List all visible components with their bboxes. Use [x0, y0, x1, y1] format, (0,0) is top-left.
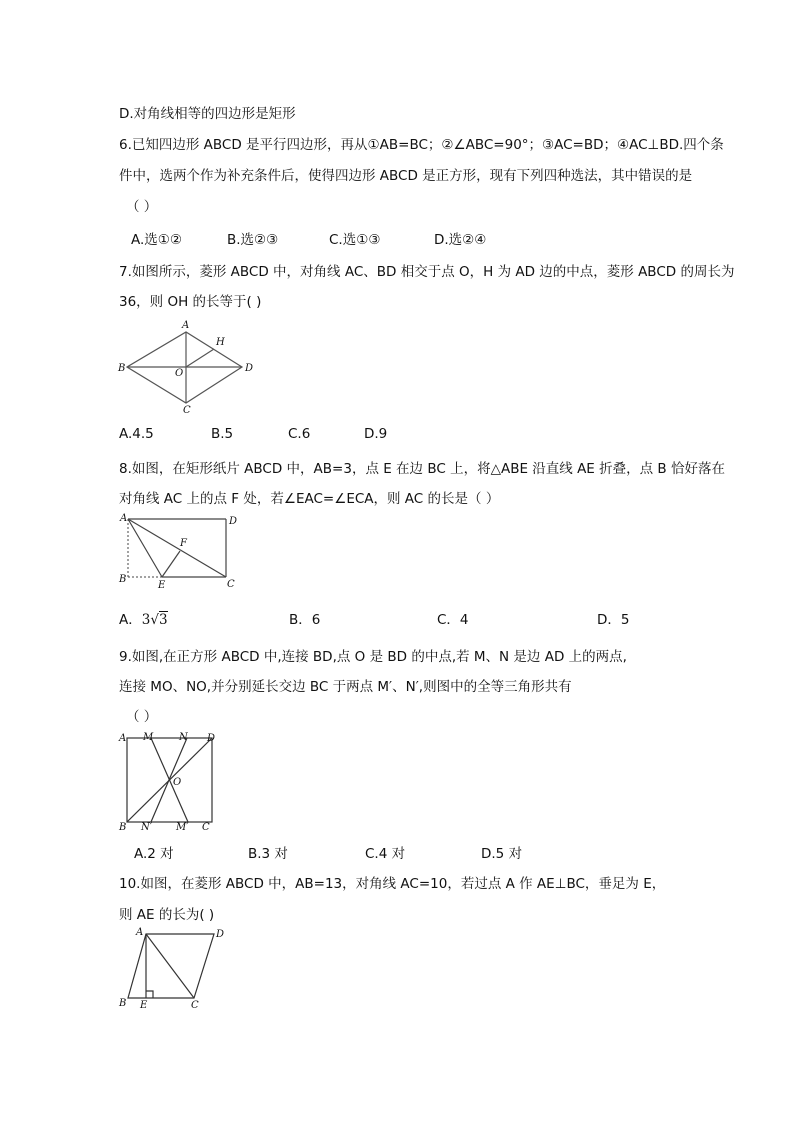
label-a: A — [182, 320, 190, 331]
label-b: B — [119, 822, 127, 833]
label-c: C — [227, 579, 235, 590]
q10-stem-line-2: 则 AE 的长为( ) — [119, 907, 215, 923]
label-d: D — [229, 516, 238, 527]
q9-square-figure — [116, 729, 226, 834]
q9-option-b: B.3 对 — [248, 846, 288, 862]
label-m-prime: M′ — [176, 822, 189, 833]
label-c: C — [202, 822, 210, 833]
q8-option-a-radicand: 3 — [158, 612, 168, 628]
label-e: E — [140, 1000, 148, 1011]
label-a: A — [120, 513, 128, 524]
rhombus-abcd — [128, 934, 214, 998]
q8-option-d: D．5 — [597, 612, 630, 628]
label-m: M — [143, 732, 154, 743]
q6-option-b: B.选②③ — [227, 232, 279, 248]
label-c: C — [191, 1000, 199, 1011]
label-b: B — [119, 574, 127, 585]
label-o: O — [173, 777, 182, 788]
q9-option-a: A.2 对 — [134, 846, 174, 862]
label-b: B — [119, 998, 127, 1009]
label-b: B — [118, 363, 126, 374]
q6-option-c: C.选①③ — [329, 232, 381, 248]
q8-rectangle-figure — [118, 511, 243, 591]
diagonal-ac — [146, 934, 194, 998]
q8-option-a-prefix: A． — [119, 612, 142, 628]
q10-rhombus-figure — [116, 924, 226, 1012]
q9-option-d: D.5 对 — [481, 846, 523, 862]
q5-option-d: D.对角线相等的四边形是矩形 — [119, 106, 296, 122]
label-h: H — [216, 337, 225, 348]
label-n-prime: N′ — [141, 822, 153, 833]
q7-option-c: C.6 — [288, 426, 311, 442]
radical-sign: √ — [150, 612, 159, 628]
label-d: D — [207, 733, 216, 744]
q8-option-a-coefficient: 3 — [141, 612, 151, 628]
q6-option-a: A.选①② — [131, 232, 182, 248]
q7-option-d: D.9 — [364, 426, 388, 442]
q6-answer-blank: （ ） — [126, 199, 158, 215]
label-f: F — [180, 538, 187, 549]
label-o: O — [175, 368, 184, 379]
q9-answer-blank: （ ） — [126, 709, 158, 725]
label-e: E — [158, 580, 166, 591]
diagonal-ac — [128, 519, 226, 577]
q7-stem-line-2: 36，则 OH 的长等于( ) — [119, 294, 262, 310]
q8-stem-line-2: 对角线 AC 上的点 F 处，若∠EAC=∠ECA，则 AC 的长是（ ） — [119, 491, 500, 507]
label-d: D — [216, 929, 225, 940]
q8-option-c: C．4 — [437, 612, 469, 628]
fold-line-ae — [128, 519, 162, 577]
q9-stem-line-2: 连接 MO、NO,并分别延长交边 BC 于两点 M′、N′,则图中的全等三角形共有 — [119, 679, 572, 695]
q9-stem-line-1: 9.如图,在正方形 ABCD 中,连接 BD,点 O 是 BD 的中点,若 M、N 是边 AD 上的两点, — [119, 649, 627, 665]
q7-option-b: B.5 — [211, 426, 234, 442]
q7-option-a: A.4.5 — [119, 426, 154, 442]
q8-option-a — [119, 608, 168, 628]
segment-ef — [162, 551, 180, 577]
right-angle-mark — [146, 991, 153, 998]
q6-option-d: D.选②④ — [434, 232, 487, 248]
q8-option-b: B．6 — [289, 612, 321, 628]
label-a: A — [119, 733, 127, 744]
label-d: D — [245, 363, 254, 374]
q9-option-c: C.4 对 — [365, 846, 406, 862]
q7-rhombus-figure — [118, 315, 258, 415]
q6-stem-line-1: 6.已知四边形 ABCD 是平行四边形，再从①AB=BC；②∠ABC=90°；③AC=BD；④AC⊥BD.四个条 — [119, 137, 724, 153]
q10-stem-line-1: 10.如图，在菱形 ABCD 中，AB=13，对角线 AC=10，若过点 A 作 AE⊥BC，垂足为 E， — [119, 876, 666, 892]
q8-stem-line-1: 8.如图，在矩形纸片 ABCD 中，AB=3，点 E 在边 BC 上，将△ABE 沿直线 AE 折叠，点 B 恰好落在 — [119, 461, 725, 477]
q6-stem-line-2: 件中，选两个作为补充条件后，使得四边形 ABCD 是正方形，现有下列四种选法，其中错误的是 — [119, 168, 693, 184]
label-c: C — [183, 405, 191, 416]
q7-stem-line-1: 7.如图所示，菱形 ABCD 中，对角线 AC、BD 相交于点 O，H 为 AD 边的中点，菱形 ABCD 的周长为 — [119, 264, 735, 280]
label-a: A — [136, 927, 144, 938]
segment-oh — [186, 349, 214, 367]
label-n: N — [179, 732, 188, 743]
